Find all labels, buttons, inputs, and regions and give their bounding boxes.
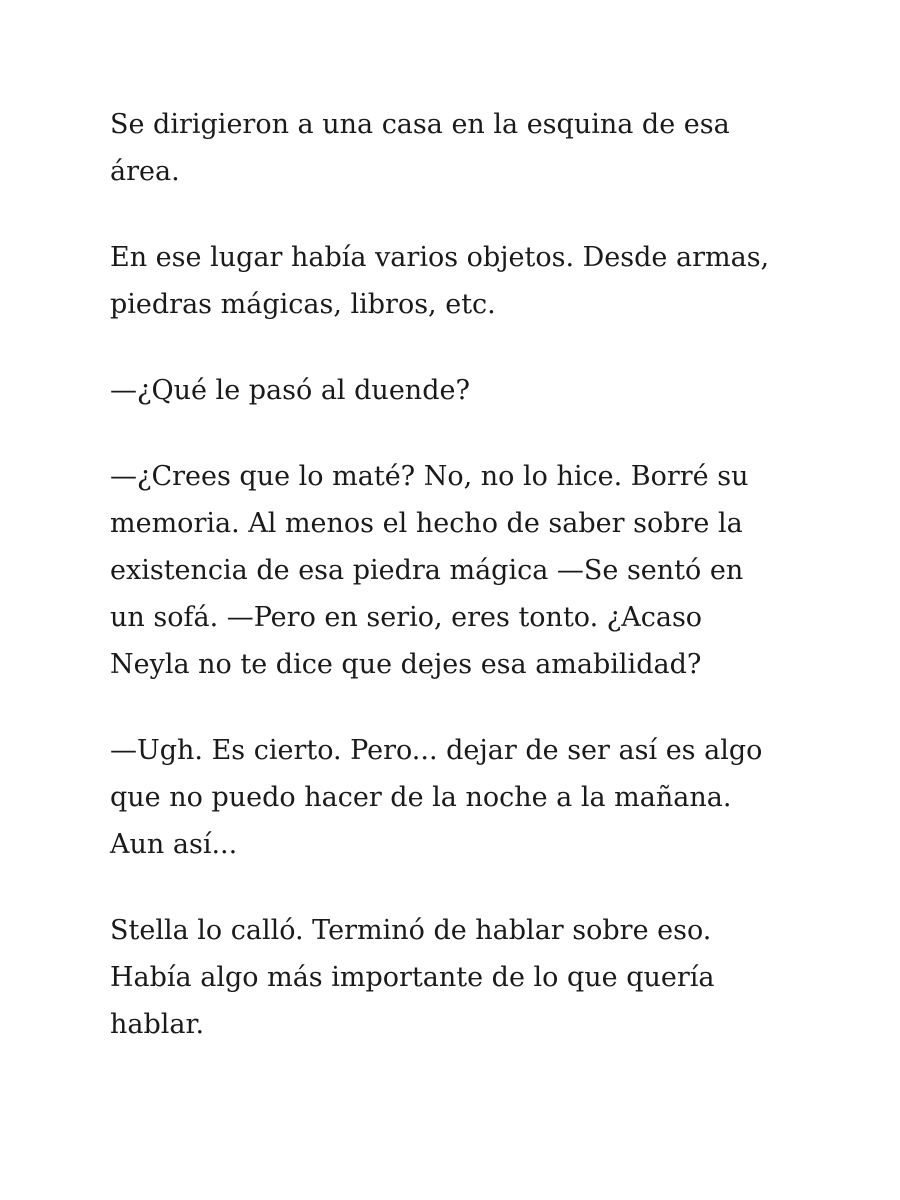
paragraph-5: —Ugh. Es cierto. Pero... dejar de ser así es algo que no puedo hacer de la noche a la mañana. Aun así... bbox=[110, 735, 763, 860]
paragraph-6: Stella lo calló. Terminó de hablar sobre eso. Había algo más importante de lo que quería hablar. bbox=[110, 915, 715, 1040]
paragraph-3: —¿Qué le pasó al duende? bbox=[110, 375, 470, 406]
paragraph-1: Se dirigieron a una casa en la esquina de esa área. bbox=[110, 109, 730, 187]
paragraph-4: —¿Crees que lo maté? No, no lo hice. Borré su memoria. Al menos el hecho de saber sobre la existencia de esa piedra mágica —Se sentó en un sofá. —Pero en serio, eres tonto. ¿Acaso Neyla no te dice que dejes esa amabilidad? bbox=[110, 461, 749, 680]
document-page bbox=[110, 101, 790, 1087]
paragraph-2: En ese lugar había varios objetos. Desde armas, piedras mágicas, libros, etc. bbox=[110, 242, 770, 320]
